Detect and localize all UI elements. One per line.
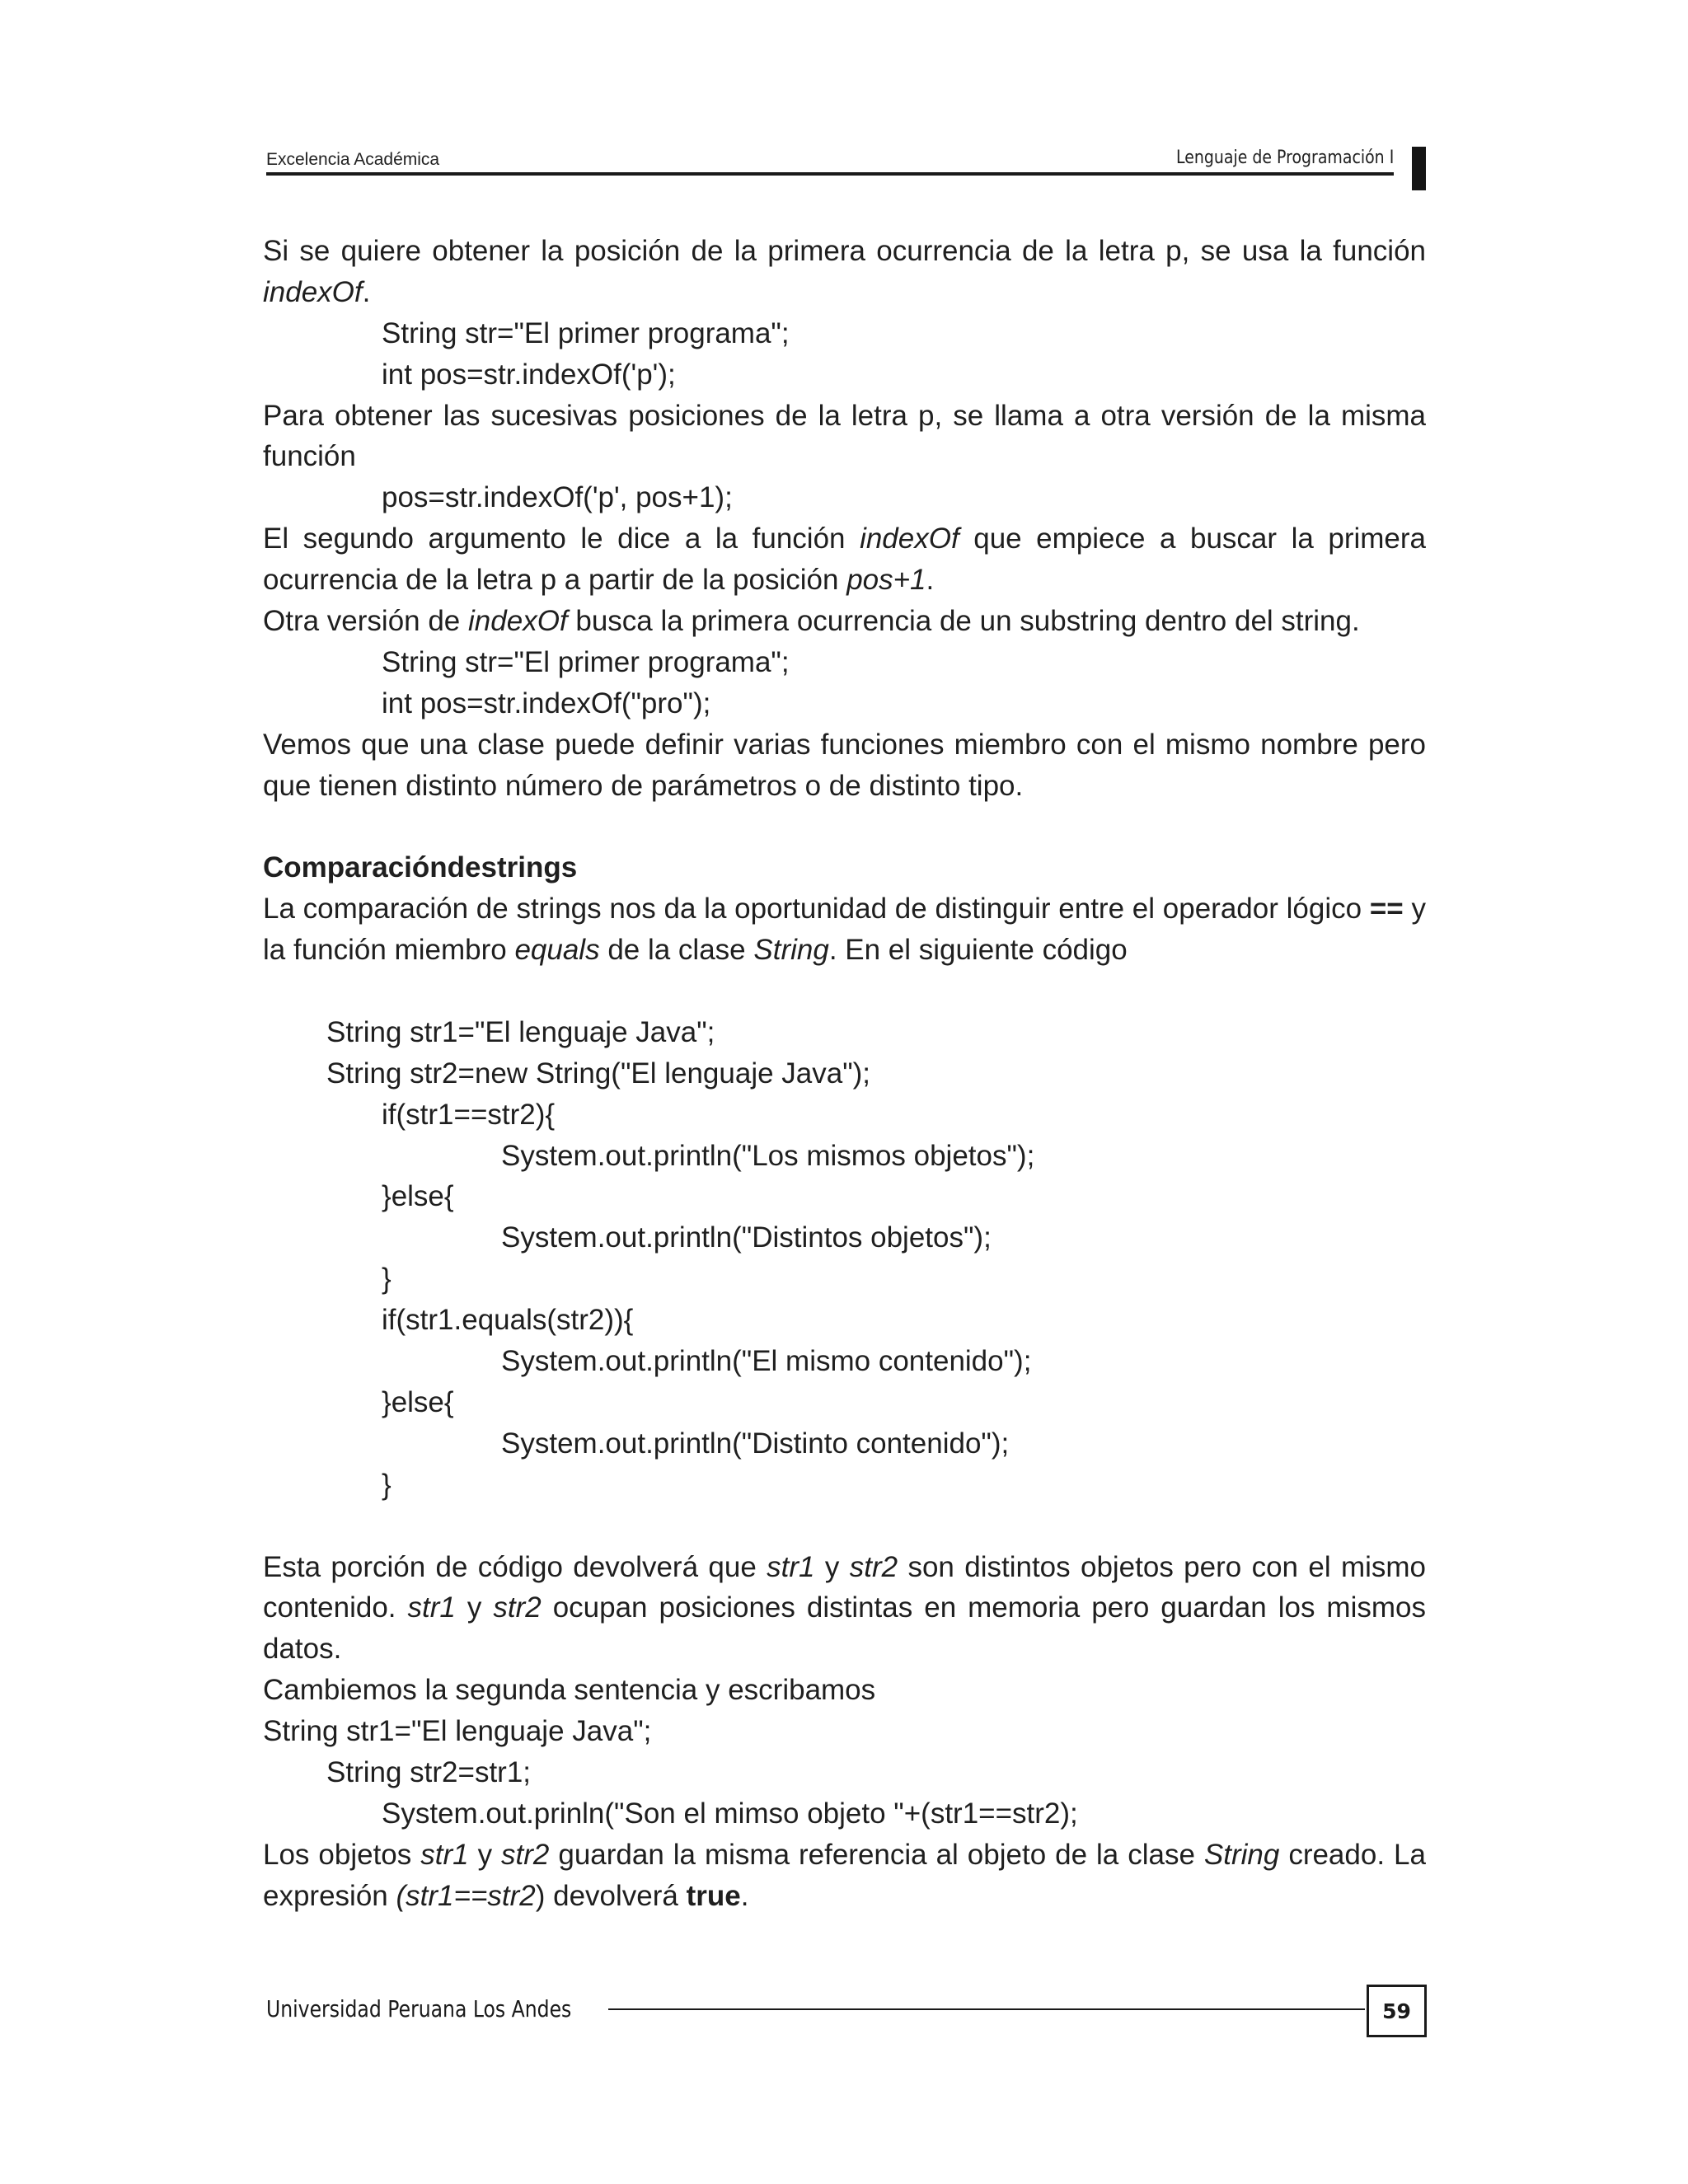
code-line: if(str1==str2){ [382,1098,556,1131]
italic-term: String [1203,1838,1280,1871]
blank-line [263,806,1426,847]
text-span: y [467,1591,482,1624]
footer-university-name: Universidad Peruana Los Andes [266,1995,572,2022]
text-span: y [1411,893,1426,926]
code-line: String str="El primer programa"; [382,645,790,678]
code-line: int pos=str.indexOf("pro"); [382,687,711,719]
text-span: creado. La [1288,1838,1426,1871]
header-rule [266,172,1394,176]
italic-term: str2 [501,1838,550,1871]
code-line: int pos=str.indexOf('p'); [382,358,676,391]
text-span: Vemos que una clase puede definir varias funciones miembro con el mismo nombre pero [263,728,1426,761]
footer-rule [608,2008,1365,2010]
paragraph-line [263,1547,1426,1588]
code-line: String str1="El lenguaje Java"; [326,1015,715,1048]
paragraph-line [263,272,1426,313]
italic-term: str1 [767,1550,815,1583]
header-left-text: Excelencia Académica [266,150,440,169]
italic-term: indexOf [468,605,568,638]
code-line: String str2=new String("El lenguaje Java"); [326,1057,871,1090]
text-span: y [824,1550,840,1583]
text-span: ocupan posiciones distintas en memoria pero guardan los mismos [552,1591,1426,1624]
paragraph-line [263,724,1426,766]
italic-term: str2 [493,1591,542,1624]
text-span: . [362,275,371,308]
paragraph-line [263,601,1426,642]
italic-term: str1 [407,1591,456,1624]
text-span: son distintos objetos pero con el mismo [907,1550,1426,1583]
text-span: que empiece a buscar la primera [973,523,1426,555]
text-span: La comparación de strings nos da la oportunidad de distinguir entre el operador lógico [263,893,1362,926]
text-span: . En el siguiente código [828,934,1128,967]
code-line: System.out.println("El mismo contenido"); [501,1345,1032,1378]
paragraph-line [263,1587,1426,1629]
italic-term: str1 [420,1838,469,1871]
paragraph-line [263,231,1426,272]
italic-term: indexOf [263,275,363,308]
text-span: ocurrencia de la letra p a partir de la posición [263,564,839,597]
text-span: y [477,1838,493,1871]
code-line: String str1="El lenguaje Java"; [263,1715,652,1748]
blank-line [263,971,1426,1012]
italic-term: str2 [849,1550,898,1583]
text-span: ) devolverá [535,1879,678,1912]
paragraph-line [263,1876,1426,1917]
code-line: } [382,1468,392,1501]
text-span: la función miembro [263,934,507,967]
text-span: de la clase [607,934,746,967]
page-number-box [1367,1985,1427,2037]
paragraph-line: que tienen distinto número de parámetros o de distinto tipo. [263,769,1024,802]
text-span: busca la primera ocurrencia de un substring dentro del string. [575,605,1360,638]
blank-line [263,1506,1426,1547]
paragraph-line: datos. [263,1633,342,1666]
italic-term: pos+1 [846,564,926,597]
section-heading: Comparacióndestrings [263,851,578,884]
paragraph-line [263,930,1426,971]
text-span: Los objetos [263,1838,412,1871]
code-line: System.out.println("Distintos objetos"); [501,1221,992,1254]
paragraph-line: Cambiemos la segunda sentencia y escribamos [263,1674,876,1707]
page-content [263,231,1426,1917]
text-span: guardan la misma referencia al objeto de la clase [558,1838,1195,1871]
code-line: if(str1.equals(str2)){ [382,1304,634,1337]
text-span: expresión [263,1879,388,1912]
text-span: . [926,564,935,597]
text-span: . [740,1879,749,1912]
italic-term: indexOf [860,523,959,555]
text-span: Si se quiere obtener la posición de la primera ocurrencia de la letra p, se usa la función [263,235,1426,267]
paragraph-line [263,518,1426,560]
text-span: Esta porción de código devolverá que [263,1550,757,1583]
code-line: System.out.println("Los mismos objetos"); [501,1139,1035,1172]
text-span: contenido. [263,1591,396,1624]
code-line: System.out.prinln("Son el mimso objeto "+(str1==str2); [382,1797,1078,1830]
code-line: }else{ [382,1180,454,1213]
page-number: 59 [1382,1999,1411,2023]
code-line: pos=str.indexOf('p', pos+1); [382,481,733,514]
header-block-mark [1412,147,1426,190]
bold-keyword: true [686,1879,741,1912]
paragraph-line [263,888,1426,930]
italic-term: equals [514,934,600,967]
paragraph-line [263,1835,1426,1876]
text-span: Para obtener las sucesivas posiciones de la letra p, se llama a otra versión de la misma [263,399,1426,432]
text-span: Otra versión de [263,605,461,638]
code-line: String str2=str1; [326,1755,532,1788]
code-line: System.out.println("Distinto contenido"); [501,1427,1010,1460]
code-line: } [382,1263,392,1296]
italic-term: (str1==str2 [396,1879,536,1912]
italic-term: String [753,934,829,967]
header-right-text: Lenguaje de Programación I [1175,148,1394,168]
paragraph-line [263,560,1426,601]
bold-operator: == [1369,893,1404,926]
paragraph-line [263,396,1426,437]
code-line: String str="El primer programa"; [382,316,790,349]
paragraph-line: función [263,440,356,473]
text-span: El segundo argumento le dice a la función [263,523,846,555]
code-line: }else{ [382,1385,454,1418]
